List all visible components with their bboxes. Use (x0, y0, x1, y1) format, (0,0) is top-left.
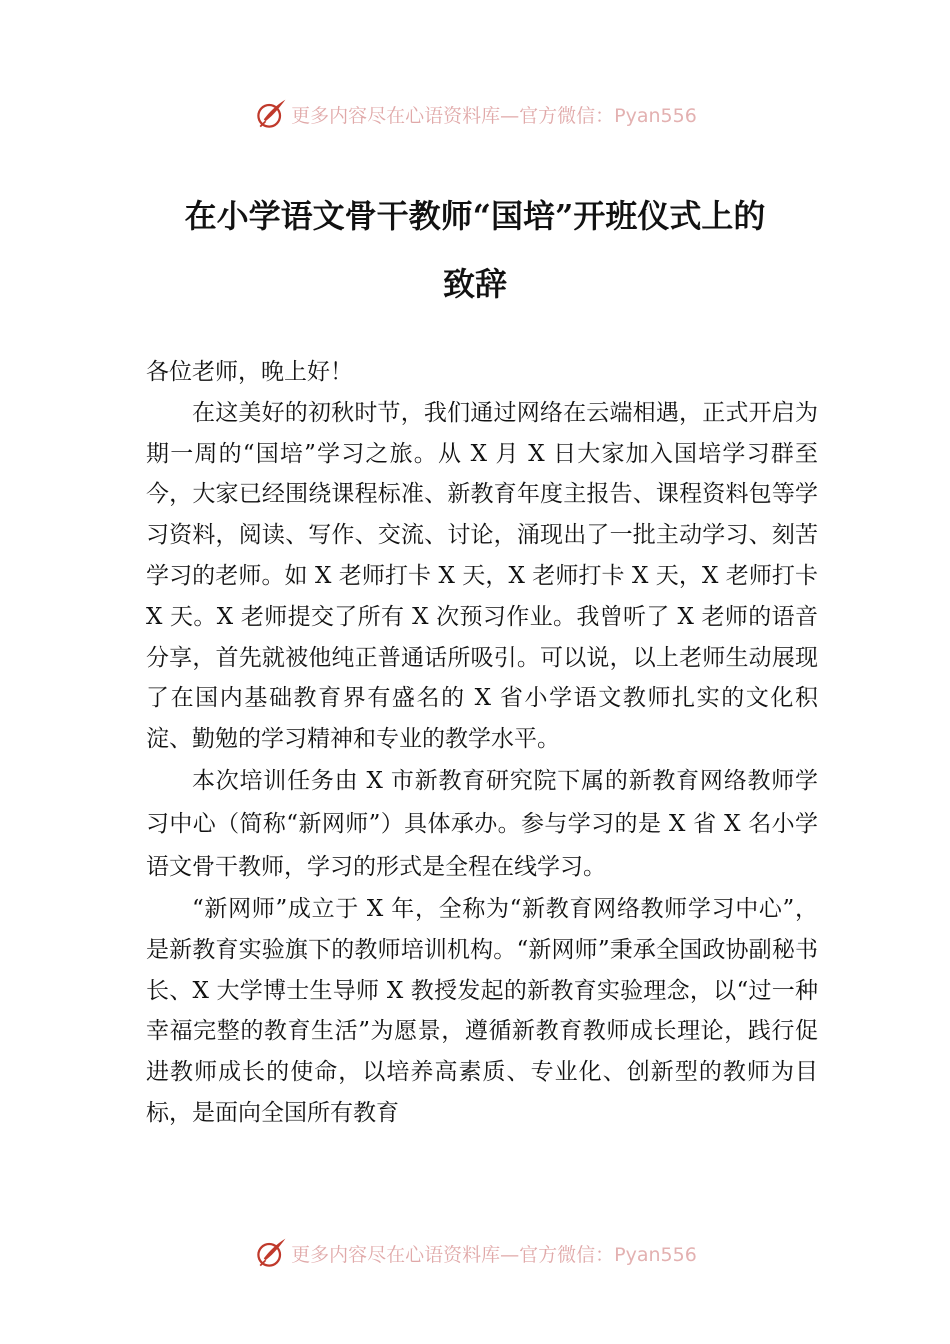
feather-pen-logo-icon (253, 96, 289, 132)
title-line-2: 致辞 (442, 265, 507, 303)
body-paragraph-3: “新网师”成立于 X 年，全称为“新教育网络教师学习中心”，是新教育实验旗下的教师培训机构。“新网师”秉承全国政协副秘书长、X 大学博士生导师 X 教授发起的新教育实验理念，以“过一种幸福完整的教育生活”为愿景，遵循新教育教师成长理论，践行促进教师成长的使命，以培养高素质、专业化、创新型的教师为目标，是面向全国所有教育 (146, 895, 818, 1126)
wechat-account: Pyan556 (614, 1243, 697, 1266)
greeting-paragraph: 各位老师，晚上好！ (146, 359, 353, 385)
document-title (150, 182, 800, 318)
footer-banner (0, 1233, 950, 1273)
banner-text (291, 1240, 697, 1267)
title-line-1: 在小学语文骨干教师“国培”开班仪式上的 (184, 197, 766, 235)
feather-pen-logo-icon (253, 1235, 289, 1271)
banner-label: 更多内容尽在心语资料库—官方微信： (291, 104, 615, 127)
document-body (146, 352, 818, 1134)
banner-text (291, 101, 697, 128)
body-paragraph-1: 在这美好的初秋时节，我们通过网络在云端相遇，正式开启为期一周的“国培”学习之旅。从 X 月 X 日大家加入国培学习群至今，大家已经围绕课程标准、新教育年度主报告、课程资料包等学习资料，阅读、写作、交流、讨论，涌现出了一批主动学习、刻苦学习的老师。如 X 老师打卡 X 天，X 老师打卡 X 天，X 老师打卡 X 天。X 老师提交了所有 X 次预习作业。我曾听了 X 老师的语音分享，首先就被他纯正普通话所吸引。可以说，以上老师生动展现了在国内基础教育界有盛名的 X 省小学语文教师扎实的文化积淀、勤勉的学习精神和专业的教学水平。 (146, 399, 818, 753)
wechat-account: Pyan556 (614, 104, 697, 127)
body-paragraph-2: 本次培训任务由 X 市新教育研究院下属的新教育网络教师学习中心（简称“新网师”）具体承办。参与学习的是 X 省 X 名小学语文骨干教师，学习的形式是全程在线学习。 (146, 767, 818, 880)
banner-label: 更多内容尽在心语资料库—官方微信： (291, 1243, 615, 1266)
header-banner (0, 94, 950, 134)
